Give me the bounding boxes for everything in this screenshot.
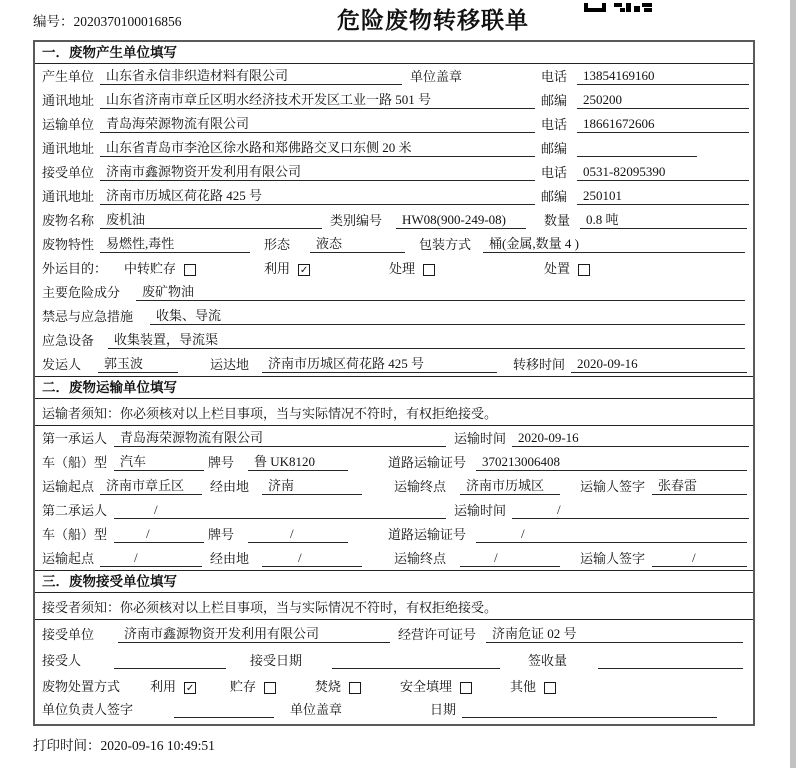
emergency-equipment-label: 应急设备: [42, 333, 95, 348]
producer-address-row: [35, 88, 753, 112]
option-label: 利用: [150, 679, 177, 694]
received-quantity-label: 签收量: [528, 653, 568, 668]
road-permit-value: 370213006408: [476, 454, 747, 471]
transporter-zip-label: 邮编: [541, 141, 568, 156]
quantity-label: 数量: [544, 213, 571, 228]
route-row-2: [35, 546, 753, 570]
quantity-value: 0.8 吨: [580, 209, 747, 229]
second-carrier-value: /: [114, 502, 446, 519]
receiver-zip-group: [541, 186, 749, 205]
road-permit-value-2: /: [476, 526, 747, 543]
document-header: [0, 0, 796, 40]
producer-address-value: 山东省济南市章丘区明水经济技术开发区工业一路 501 号: [100, 89, 535, 109]
plate-value: 鲁 UK8120: [248, 451, 348, 471]
sign-date-value: [462, 717, 717, 718]
category-code-value: HW08(900-249-08): [396, 212, 526, 229]
waste-name-label: 废物名称: [42, 213, 95, 228]
emergency-measures-value: 收集、导流: [150, 305, 745, 325]
disposal-option-other: [510, 676, 749, 695]
manifest-form: [33, 40, 755, 726]
receiver-phone-group: [541, 162, 749, 181]
receiver-address-row: [35, 184, 753, 208]
route-end-value: 济南市历城区: [460, 475, 560, 495]
transporter-row: [35, 112, 753, 136]
producer-row: [35, 64, 753, 88]
transporter-phone-value: 18661672606: [577, 116, 749, 133]
hazard-components-row: [35, 280, 753, 304]
receiver-zip-label: 邮编: [541, 189, 568, 204]
waste-traits-label: 废物特性: [42, 237, 95, 252]
second-carrier-label: 第二承运人: [42, 503, 108, 518]
route-end-label: 运输终点: [394, 551, 447, 566]
serial-label: 编号：: [33, 14, 74, 29]
waste-name-value: 废机油: [100, 209, 322, 229]
vehicle-row-2: [35, 522, 753, 546]
address-label: 通讯地址: [42, 93, 95, 108]
dispatcher-row: [35, 352, 753, 376]
hazard-components-label: 主要危险成分: [42, 285, 121, 300]
receiver-notice-label: 接受者须知：: [42, 599, 121, 615]
destination-value: 济南市历城区荷花路 425 号: [262, 353, 497, 373]
emergency-equipment-row: [35, 328, 753, 352]
receiver-phone-value: 0531-82095390: [577, 164, 749, 181]
producer-phone-group: [541, 66, 749, 85]
serial-value: 2020370100016856: [73, 14, 182, 29]
receiver-value: 济南市鑫源物资开发利用有限公司: [100, 161, 535, 181]
address-label: 通讯地址: [42, 189, 95, 204]
section-producer: [35, 42, 753, 376]
waste-traits-value: 易燃性,毒性: [100, 233, 250, 253]
transporter-notice-text: 你必须核对以上栏目事项，当与实际情况不符时，有权拒绝接受。: [120, 405, 498, 421]
second-carrier-row: [35, 498, 753, 522]
accepting-unit-value: 济南市鑫源物资开发利用有限公司: [118, 623, 390, 643]
plate-label: 牌号: [208, 527, 235, 542]
hazard-components-value: 废矿物油: [136, 281, 745, 301]
vehicle-type-value: 汽车: [114, 451, 204, 471]
option-label: 中转贮存: [124, 261, 177, 276]
checkbox-disposal-other: [544, 682, 556, 694]
vehicle-type-label: 车（船）型: [42, 527, 108, 542]
receiver-row: [35, 160, 753, 184]
vehicle-row-1: [35, 450, 753, 474]
accepting-unit-row: [35, 620, 753, 646]
license-label: 经营许可证号: [398, 627, 477, 642]
transporter-zip-group: [541, 138, 749, 157]
route-origin-label: 运输起点: [42, 551, 95, 566]
route-via-label: 经由地: [210, 479, 250, 494]
received-quantity-value: [598, 668, 743, 669]
responsible-signature-value: [174, 717, 274, 718]
option-label: 焚烧: [315, 679, 342, 694]
acceptor-value: [114, 668, 226, 669]
license-value: 济南危证 02 号: [486, 623, 743, 643]
plate-label: 牌号: [208, 455, 235, 470]
route-via-value: 济南: [262, 475, 362, 495]
disposal-option-utilize: [150, 676, 230, 695]
receiver-notice-row: [35, 593, 753, 620]
address-label: 通讯地址: [42, 141, 95, 156]
receiver-zip-value: 250101: [577, 188, 749, 205]
route-via-label: 经由地: [210, 551, 250, 566]
transporter-notice-label: 运输者须知：: [42, 405, 121, 421]
transporter-phone-group: [541, 114, 749, 133]
transporter-zip-value: [577, 156, 697, 157]
disposal-method-label: 废物处置方式: [42, 679, 121, 694]
acceptor-row: [35, 646, 753, 672]
page-title: 危险废物转移联单: [337, 7, 529, 33]
route-via-value-2: /: [262, 550, 362, 567]
transport-time-group-2: [454, 500, 749, 519]
company-seal-label: 单位盖章: [410, 69, 463, 84]
transporter-label: 运输单位: [42, 117, 95, 132]
section1-heading: 一．废物产生单位填写: [35, 42, 753, 64]
option-label: 其他: [510, 679, 537, 694]
checkbox-utilize: ✓: [299, 264, 309, 276]
route-origin-value-2: /: [100, 550, 202, 567]
receiver-notice-text: 你必须核对以上栏目事项，当与实际情况不符时，有权拒绝接受。: [120, 599, 498, 615]
dispatcher-value: 郭玉波: [98, 353, 178, 373]
producer-phone-label: 电话: [541, 69, 568, 84]
plate-value-2: /: [248, 526, 348, 543]
category-code-label: 类别编号: [330, 213, 383, 228]
road-permit-label: 道路运输证号: [388, 455, 467, 470]
print-time-label: 打印时间：: [33, 738, 101, 753]
print-time: [33, 734, 796, 754]
transfer-purpose-row: [35, 256, 753, 280]
transport-time-label: 运输时间: [454, 431, 507, 446]
dispatcher-label: 发运人: [42, 357, 82, 372]
emergency-measures-label: 禁忌与应急措施: [42, 309, 134, 324]
transporter-notice-row: [35, 399, 753, 426]
acceptor-label: 接受人: [42, 653, 82, 668]
receiver-label: 接受单位: [42, 165, 95, 180]
checkbox-disposal-landfill: [460, 682, 472, 694]
disposal-method-row: [35, 672, 753, 698]
print-time-value: 2020-09-16 10:49:51: [100, 738, 215, 753]
responsible-signature-row: [35, 698, 753, 724]
producer-zip-label: 邮编: [541, 93, 568, 108]
transporter-address-row: [35, 136, 753, 160]
carrier-signature-value: 张春雷: [652, 475, 747, 495]
section-receiver: [35, 570, 753, 724]
route-row-1: [35, 474, 753, 498]
purpose-option-treat: [389, 258, 544, 277]
receiver-phone-label: 电话: [541, 165, 568, 180]
section-transporter: [35, 376, 753, 570]
transport-time-value-2: /: [512, 502, 749, 519]
option-label: 处置: [544, 261, 571, 276]
section3-heading: 三．废物接受单位填写: [35, 571, 753, 593]
purpose-option-transfer-storage: [124, 258, 264, 277]
form-state-label: 形态: [264, 237, 291, 252]
road-permit-label: 道路运输证号: [388, 527, 467, 542]
carrier-signature-value-2: /: [652, 550, 747, 567]
option-label: 处理: [389, 261, 416, 276]
partial-qr-code-icon: [584, 0, 652, 18]
checkbox-transfer-storage: [184, 264, 196, 276]
first-carrier-row: [35, 426, 753, 450]
packing-value: 桶(金属,数量 4 ): [483, 233, 745, 253]
transporter-address-value: 山东省青岛市李沧区徐水路和郑佛路交叉口东侧 20 米: [100, 137, 535, 157]
emergency-equipment-value: 收集装置，导流渠: [108, 329, 745, 349]
scan-edge-artifact: [790, 0, 796, 768]
first-carrier-value: 青岛海荣源物流有限公司: [114, 427, 446, 447]
checkbox-treat: [423, 264, 435, 276]
accept-date-value: [332, 668, 500, 669]
transport-time-group: [454, 428, 749, 447]
transfer-purpose-label: 外运目的：: [42, 261, 108, 276]
disposal-option-landfill: [400, 676, 510, 695]
purpose-option-utilize: [264, 258, 389, 277]
accepting-unit-label: 接受单位: [42, 627, 95, 642]
producer-label: 产生单位: [42, 69, 95, 84]
route-origin-label: 运输起点: [42, 479, 95, 494]
transporter-value: 青岛海荣源物流有限公司: [100, 113, 535, 133]
transfer-time-label: 转移时间: [513, 357, 566, 372]
carrier-signature-label: 运输人签字: [580, 479, 646, 494]
disposal-option-store: [230, 676, 315, 695]
receiver-address-value: 济南市历城区荷花路 425 号: [100, 185, 535, 205]
checkbox-dispose: [578, 264, 590, 276]
section2-heading: 二．废物运输单位填写: [35, 377, 753, 399]
producer-zip-value: 250200: [577, 92, 749, 109]
responsible-signature-label: 单位负责人签字: [42, 702, 134, 717]
transport-time-label: 运输时间: [454, 503, 507, 518]
route-origin-value: 济南市章丘区: [100, 475, 202, 495]
carrier-signature-label: 运输人签字: [580, 551, 646, 566]
checkbox-disposal-utilize: ✓: [185, 682, 195, 694]
route-end-value-2: /: [460, 550, 560, 567]
vehicle-type-label: 车（船）型: [42, 455, 108, 470]
disposal-option-incinerate: [315, 676, 400, 695]
sign-date-label: 日期: [430, 702, 457, 717]
producer-value: 山东省永信非织造材料有限公司: [100, 65, 402, 85]
waste-traits-row: [35, 232, 753, 256]
option-label: 安全填埋: [400, 679, 453, 694]
transfer-time-value: 2020-09-16: [571, 356, 747, 373]
destination-label: 运达地: [210, 357, 250, 372]
checkbox-disposal-store: [264, 682, 276, 694]
first-carrier-label: 第一承运人: [42, 431, 108, 446]
option-label: 利用: [264, 261, 291, 276]
emergency-measures-row: [35, 304, 753, 328]
option-label: 贮存: [230, 679, 257, 694]
vehicle-type-value-2: /: [114, 526, 204, 543]
accept-date-label: 接受日期: [250, 653, 303, 668]
checkbox-disposal-incinerate: [349, 682, 361, 694]
unit-seal-label: 单位盖章: [290, 702, 343, 717]
packing-label: 包装方式: [419, 237, 472, 252]
producer-zip-group: [541, 90, 749, 109]
route-end-label: 运输终点: [394, 479, 447, 494]
waste-name-row: [35, 208, 753, 232]
transporter-phone-label: 电话: [541, 117, 568, 132]
producer-phone-value: 13854169160: [577, 68, 749, 85]
transport-time-value: 2020-09-16: [512, 430, 749, 447]
form-state-value: 液态: [310, 233, 405, 253]
purpose-option-dispose: [544, 258, 749, 277]
